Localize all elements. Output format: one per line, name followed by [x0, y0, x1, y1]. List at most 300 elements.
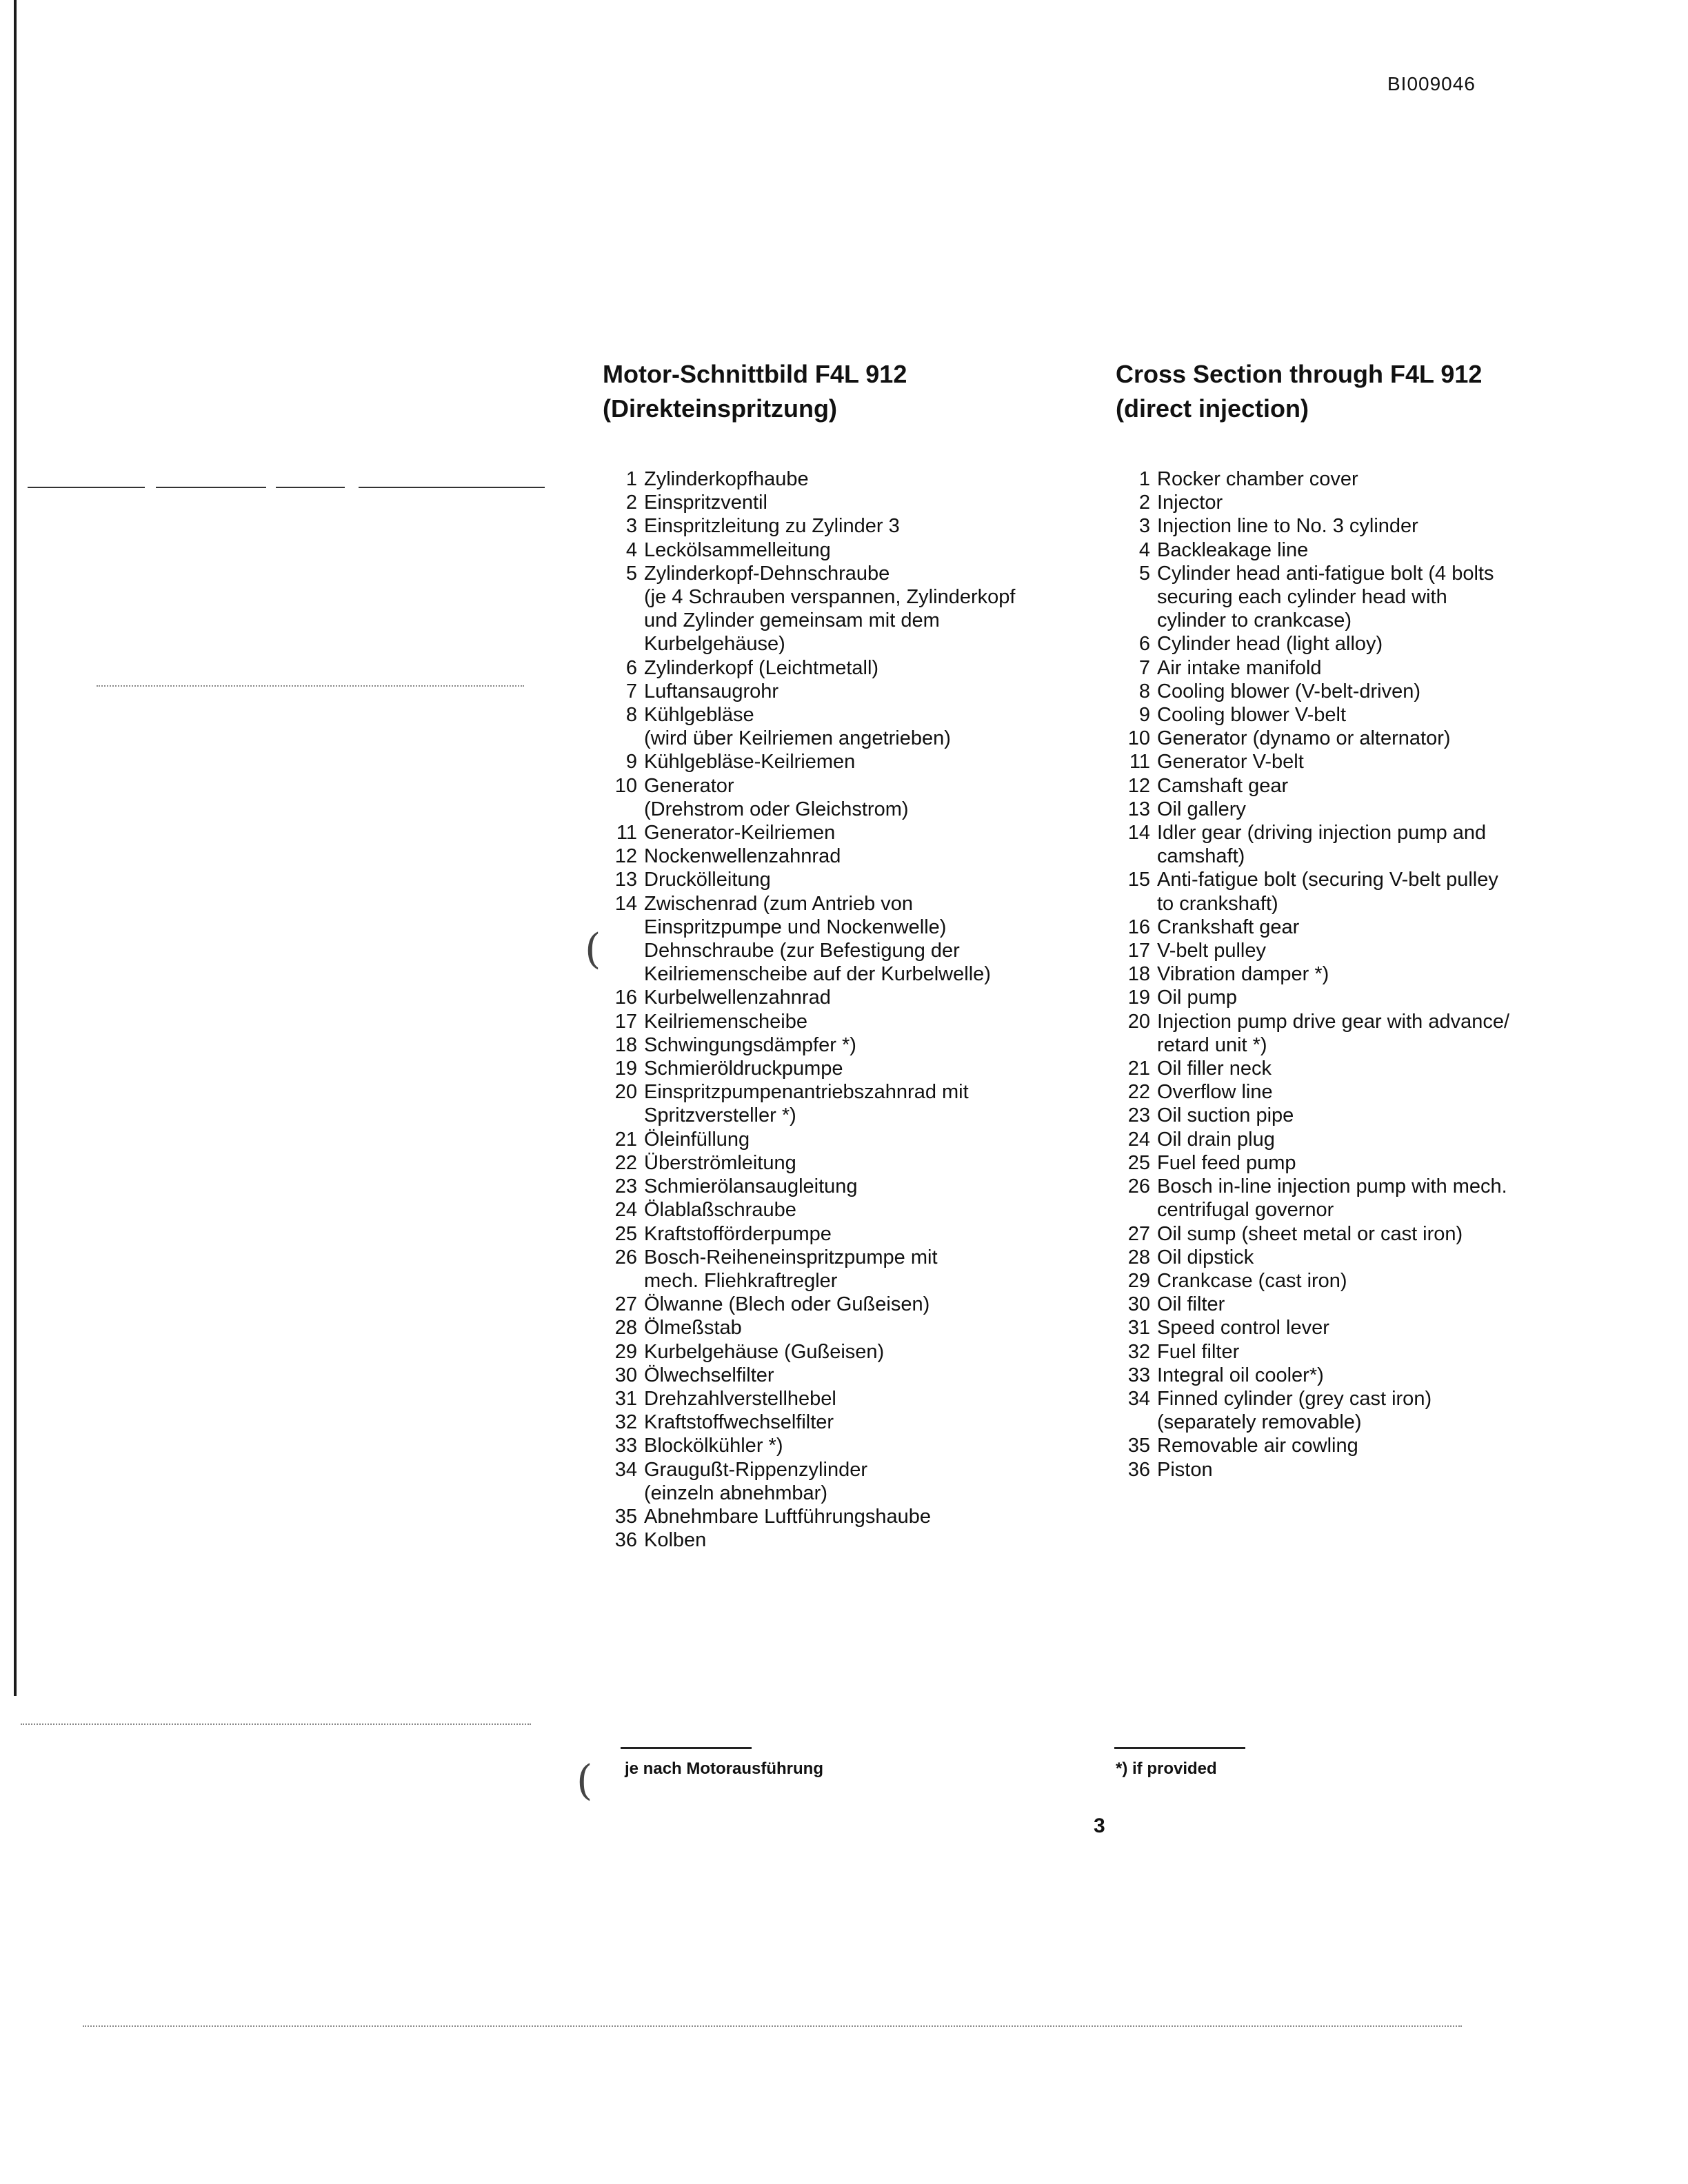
item-number: 24: [1127, 1128, 1150, 1151]
item-line: Piston: [1157, 1458, 1213, 1481]
item-line: Camshaft gear: [1157, 774, 1289, 797]
list-item: [603, 1458, 1099, 1505]
item-number: 4: [625, 538, 637, 561]
item-line: cylinder to crankcase): [1157, 609, 1352, 632]
list-item: [603, 1293, 1099, 1316]
list-item: [603, 680, 1099, 703]
list-item: [603, 892, 1099, 939]
item-line: Schwingungsdämpfer *): [644, 1033, 856, 1056]
list-item: [1116, 632, 1640, 656]
item-number: 1: [625, 468, 637, 490]
item-line: (Drehstrom oder Gleichstrom): [644, 798, 909, 820]
item-line: Removable air cowling: [1157, 1435, 1358, 1457]
list-item: [603, 656, 1099, 680]
item-text: [644, 1010, 1099, 1033]
item-number: 30: [614, 1364, 637, 1386]
list-item: [1116, 680, 1640, 703]
list-item: [603, 1387, 1099, 1410]
item-line: securing each cylinder head with: [1157, 586, 1447, 609]
item-line: Einspritzventil: [644, 492, 767, 514]
item-line: Kraftstoffwechselfilter: [644, 1411, 834, 1434]
scan-dots-3: [83, 2025, 1462, 2027]
item-text: [644, 514, 1099, 538]
item-line: Rocker chamber cover: [1157, 468, 1358, 490]
list-item: [1116, 656, 1640, 680]
item-line: Oil dipstick: [1157, 1246, 1254, 1268]
item-text: [1157, 1434, 1640, 1457]
list-item: [603, 1434, 1099, 1457]
item-line: Bosch-Reiheneinspritzpumpe mit: [644, 1246, 938, 1268]
item-text: [644, 1387, 1099, 1410]
item-text: [644, 538, 1099, 562]
item-number: 20: [1127, 1010, 1150, 1033]
item-text: [1157, 727, 1640, 750]
list-item: [1116, 1175, 1640, 1222]
item-number: 10: [614, 774, 637, 797]
scan-dots-1: [97, 685, 524, 687]
item-line: centrifugal governor: [1157, 1199, 1334, 1222]
item-text: [644, 1033, 1099, 1057]
item-line: Vibration damper *): [1157, 963, 1329, 986]
item-text: [1157, 962, 1640, 986]
list-item: [1116, 703, 1640, 727]
item-line: Luftansaugrohr: [644, 680, 779, 702]
list-item: [603, 538, 1099, 562]
item-number: 18: [614, 1033, 637, 1056]
item-text: [644, 821, 1099, 845]
item-line: Zwischenrad (zum Antrieb von: [644, 892, 914, 915]
list-item: [603, 939, 1099, 986]
item-number: 26: [1127, 1175, 1150, 1198]
item-text: [1157, 821, 1640, 868]
item-line: Kühlgebläse-Keilriemen: [644, 751, 856, 774]
item-text: [1157, 798, 1640, 821]
list-item: [1116, 1316, 1640, 1339]
scan-rule-2: [156, 487, 266, 488]
item-number: 23: [1127, 1104, 1150, 1127]
item-text: [1157, 538, 1640, 562]
item-line: (je 4 Schrauben verspannen, Zylinderkopf: [644, 586, 1016, 609]
item-line: Injection line to No. 3 cylinder: [1157, 515, 1418, 538]
list-item: [603, 703, 1099, 750]
item-number: 5: [625, 562, 637, 585]
item-line: Oil drain plug: [1157, 1128, 1275, 1151]
item-number: 26: [614, 1246, 637, 1268]
item-number: 21: [1127, 1058, 1150, 1080]
item-number: 7: [625, 680, 637, 702]
item-number: 27: [1127, 1222, 1150, 1245]
item-number: 14: [1127, 822, 1150, 845]
item-number: 8: [625, 704, 637, 727]
item-line: Dehnschraube (zur Befestigung der: [644, 940, 960, 962]
item-line: Blockölkühler *): [644, 1435, 783, 1457]
item-line: Einspritzleitung zu Zylinder 3: [644, 515, 900, 538]
list-item: [1116, 1222, 1640, 1246]
item-line: Fuel feed pump: [1157, 1151, 1296, 1174]
scan-rule-4: [359, 487, 545, 488]
list-item: [1116, 1151, 1640, 1175]
german-title: [603, 357, 1099, 426]
item-text: [644, 680, 1099, 703]
item-line: Kurbelgehäuse): [644, 633, 785, 656]
item-text: [1157, 680, 1640, 703]
item-text: [1157, 1458, 1640, 1482]
list-item: [1116, 1269, 1640, 1293]
item-number: 4: [1138, 538, 1150, 561]
item-text: [644, 845, 1099, 868]
item-text: [644, 1316, 1099, 1339]
item-line: Integral oil cooler*): [1157, 1364, 1324, 1386]
item-number: 5: [1138, 562, 1150, 585]
item-number: 9: [1138, 704, 1150, 727]
item-text: [1157, 1104, 1640, 1127]
item-line: Injection pump drive gear with advance/: [1157, 1010, 1510, 1033]
item-line: Backleakage line: [1157, 538, 1309, 561]
list-item: [1116, 1364, 1640, 1387]
item-number: 9: [625, 751, 637, 774]
item-line: Cylinder head (light alloy): [1157, 633, 1383, 656]
item-number: 1: [1138, 468, 1150, 490]
item-line: mech. Fliehkraftregler: [644, 1269, 838, 1292]
list-item: [603, 868, 1099, 891]
list-item: [1116, 467, 1640, 491]
item-number: 15: [1127, 869, 1150, 891]
document-id: BI009046: [1387, 73, 1476, 94]
item-number: 19: [614, 1058, 637, 1080]
item-line: Einspritzpumpenantriebszahnrad mit: [644, 1081, 969, 1104]
item-number: 16: [614, 987, 637, 1009]
item-text: [1157, 514, 1640, 538]
item-number: 3: [1138, 515, 1150, 538]
item-text: [1157, 750, 1640, 774]
item-number: 32: [1127, 1340, 1150, 1363]
item-text: [644, 1057, 1099, 1080]
item-text: [644, 986, 1099, 1009]
english-column: [1116, 357, 1640, 1482]
item-line: Ölwanne (Blech oder Gußeisen): [644, 1293, 930, 1316]
item-line: Air intake manifold: [1157, 656, 1322, 679]
list-item: [1116, 491, 1640, 514]
item-number: 16: [1127, 916, 1150, 938]
item-line: Abnehmbare Luftführungshaube: [644, 1505, 931, 1528]
item-line: Keilriemenscheibe: [644, 1010, 807, 1033]
item-number: 22: [1127, 1081, 1150, 1104]
item-number: 2: [625, 492, 637, 514]
item-text: [1157, 656, 1640, 680]
item-text: [1157, 986, 1640, 1009]
item-number: 36: [1127, 1458, 1150, 1481]
german-column: [603, 357, 1099, 1552]
item-text: [1157, 1151, 1640, 1175]
item-line: Nockenwellenzahnrad: [644, 845, 841, 868]
item-text: [644, 1293, 1099, 1316]
item-text: [1157, 774, 1640, 798]
list-item: [603, 514, 1099, 538]
list-item: [1116, 1293, 1640, 1316]
item-text: [1157, 1128, 1640, 1151]
list-item: [603, 1222, 1099, 1246]
item-line: Crankcase (cast iron): [1157, 1269, 1347, 1292]
german-title-line-1: Motor-Schnittbild F4L 912: [603, 360, 907, 388]
english-title-line-1: Cross Section through F4L 912: [1116, 360, 1483, 388]
item-text: [1157, 916, 1640, 939]
scan-bracket-mark-1: (: [585, 925, 601, 973]
item-number: 13: [1127, 798, 1150, 820]
german-parts-list: [603, 467, 1099, 1552]
english-footnote: *) if provided: [1116, 1759, 1217, 1778]
list-item: [603, 1128, 1099, 1151]
item-line: Spritzversteller *): [644, 1104, 796, 1127]
item-number: 31: [1127, 1317, 1150, 1339]
item-text: [1157, 1293, 1640, 1316]
item-line: V-belt pulley: [1157, 940, 1266, 962]
list-item: [1116, 798, 1640, 821]
scan-bracket-mark-2: (: [576, 1757, 593, 1805]
item-number: 17: [1127, 940, 1150, 962]
item-text: [644, 774, 1099, 821]
item-text: [644, 1175, 1099, 1198]
item-number: 20: [614, 1081, 637, 1104]
item-line: Öleinfüllung: [644, 1128, 750, 1151]
list-item: [1116, 1128, 1640, 1151]
item-line: Graugußt-Rippenzylinder: [644, 1458, 867, 1481]
item-number: 8: [1138, 680, 1150, 702]
list-item: [1116, 1057, 1640, 1080]
item-number: 6: [625, 656, 637, 679]
item-line: (wird über Keilriemen angetrieben): [644, 727, 951, 750]
item-text: [644, 1151, 1099, 1175]
item-text: [644, 1364, 1099, 1387]
item-number: 28: [1127, 1246, 1150, 1268]
item-text: [644, 703, 1099, 750]
list-item: [1116, 821, 1640, 868]
item-text: [644, 939, 1099, 986]
left-edge-line: [14, 0, 17, 1696]
item-line: Drehzahlverstellhebel: [644, 1387, 836, 1410]
item-text: [644, 1340, 1099, 1364]
item-line: Bosch in-line injection pump with mech.: [1157, 1175, 1507, 1198]
item-text: [644, 750, 1099, 774]
list-item: [603, 562, 1099, 656]
list-item: [1116, 727, 1640, 750]
item-line: Ölablaßschraube: [644, 1199, 796, 1222]
item-line: to crankshaft): [1157, 892, 1278, 915]
item-number: 7: [1138, 656, 1150, 679]
item-text: [644, 1505, 1099, 1528]
item-line: Schmieröldruckpumpe: [644, 1058, 843, 1080]
item-line: (einzeln abnehmbar): [644, 1482, 827, 1504]
item-line: Überströmleitung: [644, 1151, 796, 1174]
list-item: [603, 1505, 1099, 1528]
list-item: [1116, 1458, 1640, 1482]
item-number: 13: [614, 869, 637, 891]
list-item: [1116, 538, 1640, 562]
list-item: [603, 1364, 1099, 1387]
list-item: [1116, 916, 1640, 939]
item-number: 29: [614, 1340, 637, 1363]
item-number: 27: [614, 1293, 637, 1316]
item-number: 21: [614, 1128, 637, 1151]
item-line: Zylinderkopfhaube: [644, 468, 809, 490]
english-title: [1116, 357, 1640, 426]
item-number: 14: [614, 892, 637, 915]
item-text: [1157, 467, 1640, 491]
item-number: 36: [614, 1529, 637, 1552]
item-text: [644, 1198, 1099, 1222]
english-parts-list: [1116, 467, 1640, 1482]
english-footnote-rule: [1114, 1747, 1245, 1749]
list-item: [1116, 986, 1640, 1009]
item-text: [1157, 1246, 1640, 1269]
list-item: [1116, 1246, 1640, 1269]
item-line: Overflow line: [1157, 1081, 1273, 1104]
list-item: [1116, 1080, 1640, 1104]
item-line: retard unit *): [1157, 1033, 1267, 1056]
item-line: Oil pump: [1157, 987, 1238, 1009]
item-text: [1157, 1175, 1640, 1222]
item-line: Injector: [1157, 492, 1223, 514]
item-line: Einspritzpumpe und Nockenwelle): [644, 916, 947, 938]
item-line: Kraftstofförderpumpe: [644, 1222, 832, 1245]
list-item: [603, 1151, 1099, 1175]
item-line: und Zylinder gemeinsam mit dem: [644, 609, 940, 632]
item-text: [644, 1246, 1099, 1293]
item-number: 23: [614, 1175, 637, 1198]
german-title-line-2: (Direkteinspritzung): [603, 394, 838, 423]
item-line: Kurbelwellenzahnrad: [644, 987, 831, 1009]
item-number: 19: [1127, 987, 1150, 1009]
item-line: Zylinderkopf-Dehnschraube: [644, 562, 890, 585]
item-line: Oil suction pipe: [1157, 1104, 1294, 1127]
item-line: Cooling blower V-belt: [1157, 704, 1347, 727]
list-item: [603, 1340, 1099, 1364]
item-line: Kühlgebläse: [644, 704, 754, 727]
list-item: [603, 491, 1099, 514]
item-number: 34: [614, 1458, 637, 1481]
scan-dots-2: [21, 1723, 531, 1725]
item-number: 10: [1127, 727, 1150, 750]
item-line: Oil gallery: [1157, 798, 1246, 820]
item-text: [1157, 1269, 1640, 1293]
item-text: [644, 467, 1099, 491]
item-number: 33: [614, 1435, 637, 1457]
item-number: 22: [614, 1151, 637, 1174]
item-number: 2: [1138, 492, 1150, 514]
scan-rule-3: [276, 487, 345, 488]
item-line: Leckölsammelleitung: [644, 538, 831, 561]
item-line: Generator (dynamo or alternator): [1157, 727, 1451, 750]
item-text: [1157, 1080, 1640, 1104]
list-item: [603, 1316, 1099, 1339]
item-line: Generator-Keilriemen: [644, 822, 836, 845]
item-text: [1157, 1387, 1640, 1434]
item-text: [1157, 703, 1640, 727]
item-text: [644, 656, 1099, 680]
list-item: [603, 1528, 1099, 1552]
page-number: 3: [1094, 1814, 1105, 1837]
list-item: [1116, 962, 1640, 986]
list-item: [1116, 868, 1640, 915]
list-item: [603, 1080, 1099, 1127]
item-line: Crankshaft gear: [1157, 916, 1300, 938]
list-item: [603, 774, 1099, 821]
item-number: 35: [1127, 1435, 1150, 1457]
item-number: 18: [1127, 963, 1150, 986]
list-item: [603, 821, 1099, 845]
german-footnote: je nach Motorausführung: [625, 1759, 823, 1778]
list-item: [1116, 514, 1640, 538]
item-text: [644, 1434, 1099, 1457]
item-text: [644, 491, 1099, 514]
item-text: [1157, 1364, 1640, 1387]
item-number: 32: [614, 1411, 637, 1434]
item-line: Finned cylinder (grey cast iron): [1157, 1387, 1432, 1410]
item-line: Ölwechselfilter: [644, 1364, 774, 1386]
list-item: [603, 1198, 1099, 1222]
item-text: [644, 1410, 1099, 1434]
item-text: [644, 1080, 1099, 1127]
item-number: 11: [616, 822, 637, 845]
item-text: [1157, 1340, 1640, 1364]
item-number: 31: [614, 1387, 637, 1410]
german-footnote-rule: [621, 1747, 752, 1749]
item-number: 28: [614, 1317, 637, 1339]
item-text: [1157, 632, 1640, 656]
item-text: [644, 1458, 1099, 1505]
item-line: Generator: [644, 774, 734, 797]
scan-rule-1: [28, 487, 145, 488]
item-text: [1157, 562, 1640, 633]
item-number: [603, 939, 644, 986]
item-text: [1157, 939, 1640, 962]
item-line: Idler gear (driving injection pump and: [1157, 822, 1487, 845]
list-item: [603, 1010, 1099, 1033]
item-text: [644, 1222, 1099, 1246]
list-item: [1116, 1340, 1640, 1364]
item-line: Zylinderkopf (Leichtmetall): [644, 656, 879, 679]
list-item: [1116, 1104, 1640, 1127]
item-number: 35: [614, 1505, 637, 1528]
item-line: Oil filter: [1157, 1293, 1225, 1316]
item-line: (separately removable): [1157, 1411, 1362, 1434]
item-number: 25: [614, 1222, 637, 1245]
item-number: 6: [1138, 633, 1150, 656]
list-item: [1116, 562, 1640, 633]
item-number: 3: [625, 515, 637, 538]
list-item: [603, 1410, 1099, 1434]
list-item: [603, 1175, 1099, 1198]
list-item: [1116, 1010, 1640, 1057]
item-text: [644, 1528, 1099, 1552]
item-line: Kolben: [644, 1529, 707, 1552]
item-text: [644, 562, 1099, 656]
item-number: 30: [1127, 1293, 1150, 1316]
item-number: 12: [614, 845, 637, 868]
item-text: [644, 868, 1099, 891]
item-number: 17: [614, 1010, 637, 1033]
item-line: Generator V-belt: [1157, 751, 1304, 774]
item-text: [644, 1128, 1099, 1151]
list-item: [603, 1246, 1099, 1293]
item-line: Anti-fatigue bolt (securing V-belt pulley: [1157, 869, 1498, 891]
item-line: Speed control lever: [1157, 1317, 1329, 1339]
item-line: Cooling blower (V-belt-driven): [1157, 680, 1420, 702]
item-line: Ölmeßstab: [644, 1317, 742, 1339]
item-line: Cylinder head anti-fatigue bolt (4 bolts: [1157, 562, 1494, 585]
item-number: 11: [1129, 751, 1150, 774]
item-text: [1157, 491, 1640, 514]
list-item: [1116, 774, 1640, 798]
